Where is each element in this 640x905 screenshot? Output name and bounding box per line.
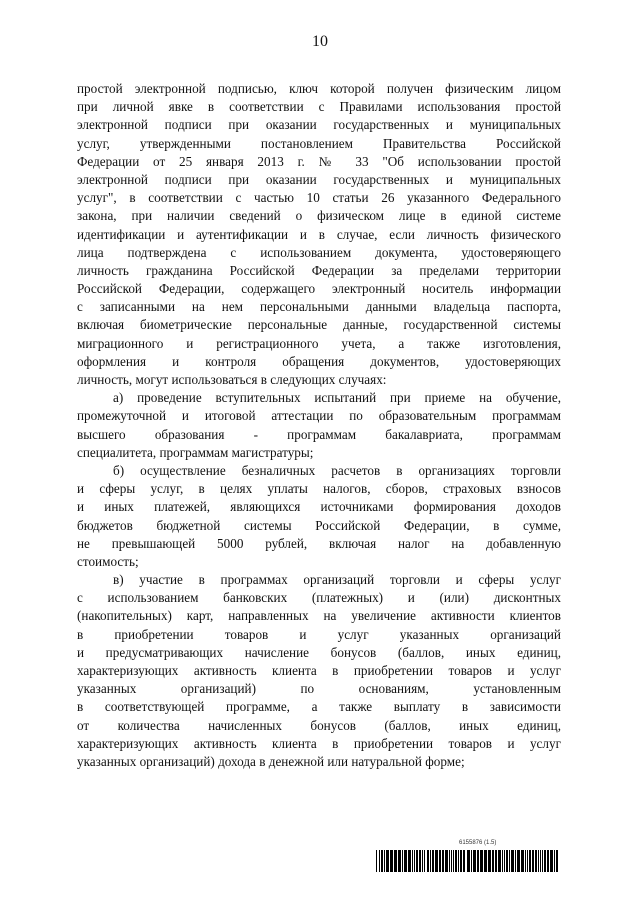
text-line: личность гражданина Российской Федерации за пределами территории: [77, 262, 561, 278]
text-line: с использованием банковских (платежных) и (или) дисконтных: [77, 590, 561, 606]
paragraph: [77, 80, 561, 389]
text-line: специалитета, программам магистратуры;: [77, 444, 314, 460]
paragraph: [77, 389, 561, 462]
text-line: высшего образования - программам бакалавриата, программам: [77, 426, 561, 442]
text-line: промежуточной и итоговой аттестации по образовательным программам: [77, 408, 561, 424]
document-body: [77, 80, 561, 771]
text-line: от количества начисленных бонусов (баллов, иных единиц,: [77, 717, 561, 733]
text-line: указанных организаций) по основаниям, установленным: [77, 681, 561, 697]
text-line: не превышающей 5000 рублей, включая налог на добавленную: [77, 535, 561, 551]
text-line: закона, при наличии сведений о физическом лице в единой системе: [77, 208, 561, 224]
text-line: бюджетов бюджетной системы Российской Федерации, в сумме,: [77, 517, 561, 533]
paragraph: [77, 571, 561, 771]
text-line: простой электронной подписью, ключ которой получен физическим лицом: [77, 81, 561, 96]
text-line: Федерации от 25 января 2013 г. № 33 "Об использовании простой: [77, 153, 561, 169]
barcode-icon: [376, 850, 560, 872]
text-line: в) участие в программах организаций торговли и сферы услуг: [113, 572, 561, 588]
text-line: указанных организаций) дохода в денежной или натуральной форме;: [77, 753, 465, 769]
text-line: услуг", в соответствии с частью 10 статьи 26 указанного Федерального: [77, 190, 561, 206]
text-line: включая биометрические персональные данные, государственной системы: [77, 317, 561, 333]
text-line: оформления и контроля обращения документов, удостоверяющих: [77, 353, 561, 369]
text-line: миграционного и регистрационного учета, а также изготовления,: [77, 335, 561, 351]
text-line: в соответствующей программе, а также выплату в зависимости: [77, 699, 561, 715]
text-line: электронной подписи при оказании государственных и муниципальных: [77, 117, 561, 133]
page-number: 10: [312, 33, 328, 50]
text-line: Российской Федерации, содержащего электронный носитель информации: [77, 281, 561, 297]
text-line: характеризующих активность клиента в приобретении товаров и услуг: [77, 663, 561, 678]
text-line: и сферы услуг, в целях уплаты налогов, сборов, страховых взносов: [77, 481, 561, 497]
text-line: характеризующих активность клиента в приобретении товаров и услуг: [77, 735, 561, 751]
text-line: с записанными на нем персональными данными владельца паспорта,: [77, 299, 561, 315]
text-line: в приобретении товаров и услуг указанных организаций: [77, 626, 561, 642]
text-line: электронной подписи при оказании государственных и муниципальных: [77, 171, 561, 187]
text-line: лица подтверждена с использованием документа, удостоверяющего: [77, 244, 561, 260]
text-line: (накопительных) карт, направленных на увеличение активности клиентов: [77, 608, 561, 624]
text-line: и предусматривающих начисление бонусов (баллов, иных единиц,: [77, 644, 561, 660]
text-line: стоимость;: [77, 553, 139, 569]
text-line: и иных платежей, являющихся источниками формирования доходов: [77, 499, 561, 515]
text-line: услуг, утвержденными постановлением Правительства Российской: [77, 135, 561, 151]
text-line: б) осуществление безналичных расчетов в организациях торговли: [113, 462, 561, 478]
paragraph: [77, 462, 561, 571]
text-line: а) проведение вступительных испытаний при приеме на обучение,: [113, 390, 561, 406]
text-line: идентификации и аутентификации и в случае, если личность физического: [77, 226, 561, 242]
text-line: при личной явке в соответствии с Правилами использования простой: [77, 99, 561, 115]
text-line: личность, могут использоваться в следующих случаях:: [77, 372, 387, 387]
barcode-label: 6155876 (1.5): [459, 840, 497, 846]
